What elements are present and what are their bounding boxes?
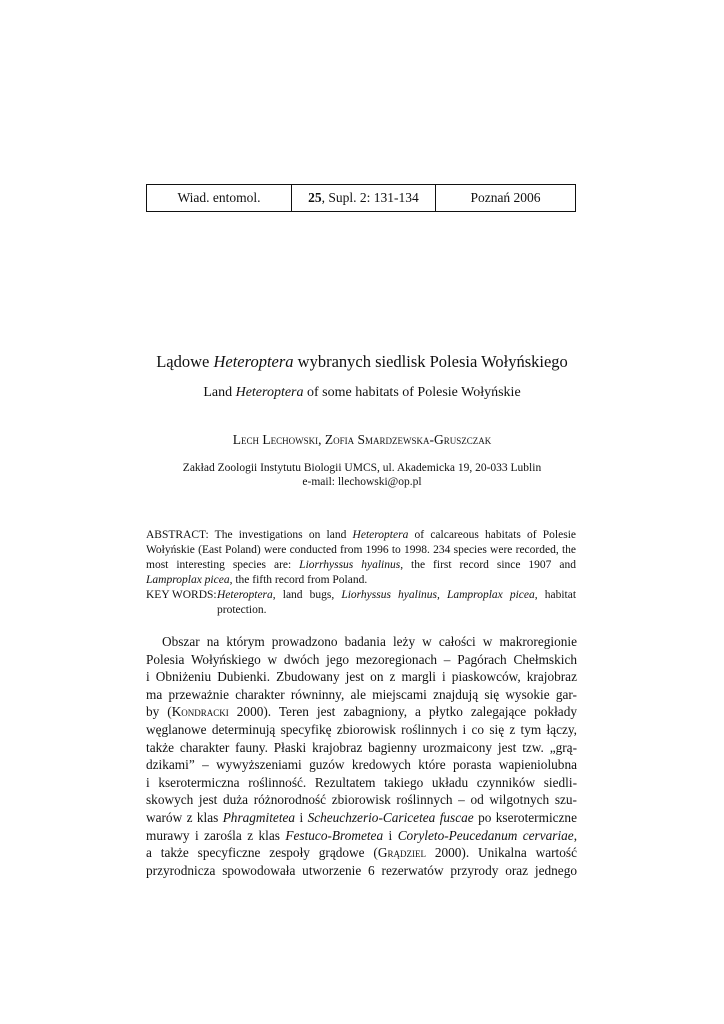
- journal-name: Wiad. entomol.: [147, 185, 292, 211]
- keyword-text: , land bugs,: [272, 589, 342, 601]
- affiliation-email: e-mail: llechowski@op.pl: [302, 476, 422, 488]
- title-pl-part: wybranych siedlisk Polesia Wołyńskiego: [293, 352, 568, 371]
- body-line: także charakter fauny. Płaski krajobraz bagienny urozmaicony jest tzw. „grą-: [146, 739, 577, 755]
- volume-info: [292, 185, 436, 211]
- title-polish: [0, 352, 724, 372]
- body-line: [146, 827, 577, 845]
- body-line: Obszar na którym prowadzono badania leży w całości w makroregionie: [162, 634, 577, 649]
- place-year: Poznań 2006: [470, 190, 541, 205]
- supplement-pages: , Supl. 2: 131-134: [321, 190, 419, 205]
- plant-class-name: Scheuchzerio-Caricetea fuscae: [307, 809, 474, 825]
- volume-number: 25: [308, 190, 322, 205]
- abstract-text: , the first record since 1907 and: [400, 559, 576, 571]
- body-line: Polesia Wołyńskiego w dwóch jego mezoregionach – Pagórach Chełmskich: [146, 651, 577, 667]
- title-english: [0, 385, 724, 401]
- body-text-run: murawy i zarośla z klas: [146, 827, 286, 843]
- body-line: przyrodnicza spowodowała utworzenie 6 rezerwatów przyrody oraz jednego: [146, 862, 577, 878]
- body-text-run: a także specyficzne zespoły grądowe (: [146, 845, 378, 861]
- body-text-run: po kserotermiczne: [473, 809, 577, 825]
- citation-author: Kondracki: [171, 704, 229, 720]
- body-line: i Obniżeniu Dubienki. Zbudowany jest on z margli i piaskowców, krajobraz: [146, 669, 577, 685]
- body-text-run: i: [295, 809, 308, 825]
- title-en-part: Land: [203, 385, 236, 400]
- plant-class-name: Coryleto-Peucedanum cervariae: [397, 827, 574, 843]
- body-paragraph: [146, 633, 577, 879]
- affiliation-address: Zakład Zoologii Instytutu Biologii UMCS, ul. Akademicka 19, 20-033 Lublin: [182, 462, 542, 474]
- abstract-text: , the fifth record from Poland.: [229, 574, 368, 586]
- plant-class-name: Phragmitetea: [222, 809, 296, 825]
- body-line: [146, 809, 577, 827]
- keywords-label: KEY WORDS:: [146, 589, 217, 601]
- citation-author: Grądziel: [377, 845, 426, 861]
- body-line: węglanowe determinują specyfikę zbiorowisk roślinnych i co się z tym łączy,: [146, 721, 577, 737]
- body-line: ma przeważnie charakter równinny, ale miejscami znajdują się wysokie gar-: [146, 686, 577, 702]
- keyword-text: , habitat protection.: [217, 589, 577, 616]
- body-text-run: by (: [146, 704, 172, 720]
- authors: Lech Lechowski, Zofia Smardzewska-Gruszczak: [232, 432, 492, 447]
- keyword-taxon: Liorhyssus hyalinus, Lamproplax picea: [341, 589, 535, 601]
- body-text-run: 2000). Unikalna wartość: [425, 845, 577, 861]
- body-text-run: i: [383, 827, 398, 843]
- title-en-part: of some habitats of Polesie Wołyńskie: [303, 385, 521, 400]
- keyword-taxon: Heteroptera: [217, 589, 273, 601]
- body-line: [146, 703, 577, 721]
- keywords-list: [217, 588, 576, 618]
- body-text-run: warów z klas: [146, 809, 223, 825]
- body-line: [146, 844, 577, 862]
- body-line: i kserotermiczna roślinność. Rezultatem takiego układu czynników siedli-: [146, 774, 577, 790]
- abstract: [146, 528, 576, 588]
- body-line: skowych jest duża różnorodność zbiorowisk roślinnych – od wilgotnych szu-: [146, 792, 577, 808]
- abstract-text: of calcareous habitats of Polesie Wołyńskie (East Poland) were conducted from 1996 to 1998. 234 species were recorded, the most interesting species are:: [146, 529, 577, 571]
- abstract-taxon: Liorrhyssus hyalinus: [299, 559, 401, 571]
- keywords: [146, 588, 576, 618]
- plant-class-name: Festuco-Brometea: [285, 827, 384, 843]
- abstract-text: ABSTRACT: The investigations on land: [146, 529, 353, 541]
- journal-header-table: [146, 184, 576, 212]
- body-line: dzikami” – wywyższeniami guzów kredowych które porasta wapieniolubna: [146, 757, 577, 773]
- abstract-taxon: Heteroptera: [352, 529, 409, 541]
- body-text-run: ,: [573, 827, 578, 843]
- body-text-run: 2000). Teren jest zabagniony, a płytko zalegające pokłady: [228, 704, 577, 720]
- title-pl-part: Lądowe: [156, 352, 214, 371]
- title-en-taxon: Heteroptera: [235, 385, 304, 400]
- title-pl-taxon: Heteroptera: [213, 352, 294, 371]
- affiliation: [0, 461, 724, 489]
- abstract-taxon: Lamproplax picea: [146, 574, 230, 586]
